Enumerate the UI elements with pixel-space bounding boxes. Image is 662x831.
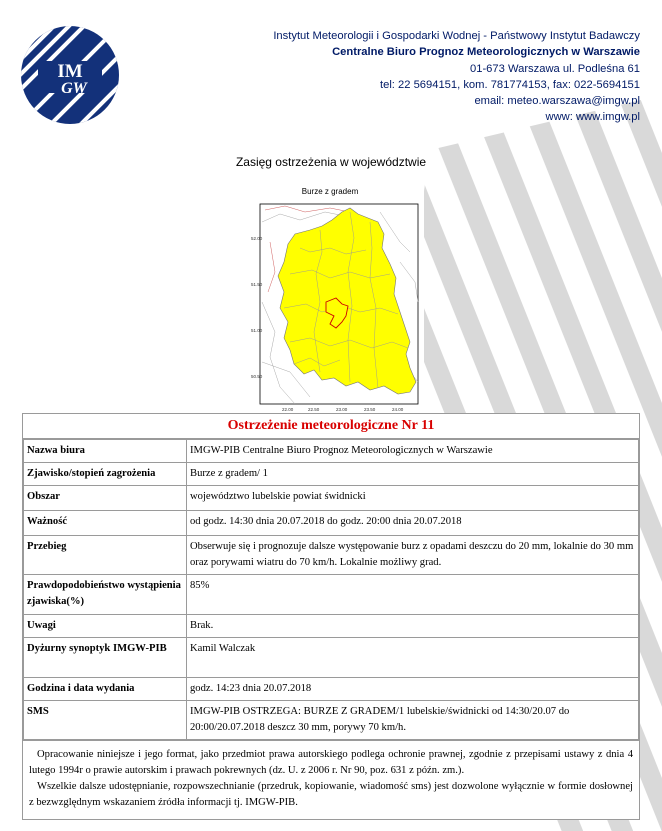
row-label: Nazwa biura bbox=[24, 440, 187, 463]
map-title: Zasięg ostrzeżenia w województwie bbox=[235, 155, 427, 169]
institute-name: Instytut Meteorologii i Gospodarki Wodnej - Państwowy Instytut Badawczy bbox=[273, 30, 640, 42]
row-label: SMS bbox=[24, 701, 187, 740]
row-value: Burze z gradem/ 1 bbox=[187, 463, 639, 486]
office-name: Centralne Biuro Prognoz Meteorologicznych w Warszawie bbox=[332, 46, 640, 59]
table-row bbox=[24, 575, 639, 615]
row-value: IMGW-PIB OSTRZEGA: BURZE Z GRADEM/1 lubelskie/świdnicki od 14:30/20.07 do 20:00/20.07.2018 deszcz 30 mm, porywy 70 km/h. bbox=[187, 701, 639, 740]
svg-text:22.50: 22.50 bbox=[308, 407, 320, 412]
row-value: 85% bbox=[187, 575, 639, 615]
institute-header bbox=[273, 28, 640, 126]
table-row bbox=[24, 678, 639, 701]
phone-numbers: tel: 22 5694151, kom. 781774153, fax: 022-5694151 bbox=[379, 78, 640, 91]
imgw-logo bbox=[20, 25, 120, 125]
row-value: godz. 14:23 dnia 20.07.2018 bbox=[187, 678, 639, 701]
copyright-notice bbox=[23, 740, 639, 819]
warning-table bbox=[23, 439, 639, 740]
website[interactable]: www: www.imgw.pl bbox=[545, 111, 640, 124]
row-value: Obserwuje się i prognozuje dalsze występowanie burz z opadami deszczu do 20 mm, lokalnie do 30 mm oraz porywami wiatru do 70 km/h. Lokalnie możliwy grad. bbox=[187, 536, 639, 575]
row-label: Godzina i data wydania bbox=[24, 678, 187, 701]
copyright-paragraph: Opracowanie niniejsze i jego format, jako przedmiot prawa autorskiego podlega ochronie prawnej, zgodnie z przepisami ustawy z dnia 4 lutego 1994r o prawie autorskim i prawach pokrewnych (dz. U. z 2006 r. Nr 90, poz. 631 z późn. zm.). bbox=[29, 749, 633, 776]
warning-box bbox=[22, 413, 640, 820]
svg-text:23.00: 23.00 bbox=[336, 407, 348, 412]
row-value: IMGW-PIB Centralne Biuro Prognoz Meteorologicznych w Warszawie bbox=[187, 440, 639, 463]
row-value: Brak. bbox=[187, 615, 639, 638]
row-label: Obszar bbox=[24, 486, 187, 511]
table-row bbox=[24, 463, 639, 486]
row-value: województwo lubelskie powiat świdnicki bbox=[187, 486, 639, 511]
table-row bbox=[24, 511, 639, 536]
email[interactable]: email: meteo.warszawa@imgw.pl bbox=[474, 95, 640, 108]
row-label: Ważność bbox=[24, 511, 187, 536]
table-row bbox=[24, 701, 639, 740]
table-row bbox=[24, 440, 639, 463]
row-value: od godz. 14:30 dnia 20.07.2018 do godz. 20:00 dnia 20.07.2018 bbox=[187, 511, 639, 536]
svg-text:GW: GW bbox=[61, 80, 87, 97]
svg-text:51.00: 51.00 bbox=[251, 328, 263, 333]
warning-map bbox=[250, 182, 424, 414]
row-value: Kamil Walczak bbox=[187, 638, 639, 678]
row-label: Prawdopodobieństwo wystąpienia zjawiska(%) bbox=[24, 575, 187, 615]
row-label: Zjawisko/stopień zagrożenia bbox=[24, 463, 187, 486]
row-label: Uwagi bbox=[24, 615, 187, 638]
table-row bbox=[24, 536, 639, 575]
distribution-paragraph: Wszelkie dalsze udostępnianie, rozpowszechnianie (przedruk, kopiowanie, wiadomość sms) jest dozwolone wyłącznie w formie dosłownej z bezwzględnym wskazaniem źródła informacji tj. IMGW-PIB. bbox=[29, 781, 633, 808]
row-label: Dyżurny synoptyk IMGW-PIB bbox=[24, 638, 187, 678]
warning-title: Ostrzeżenie meteorologiczne Nr 11 bbox=[23, 414, 639, 439]
svg-text:24.00: 24.00 bbox=[392, 407, 404, 412]
svg-text:IM: IM bbox=[57, 61, 83, 82]
table-row bbox=[24, 638, 639, 678]
table-row bbox=[24, 486, 639, 511]
svg-text:52.00: 52.00 bbox=[251, 236, 263, 241]
svg-text:23.50: 23.50 bbox=[364, 407, 376, 412]
map-subtitle: Burze z gradem bbox=[301, 187, 359, 196]
row-label: Przebieg bbox=[24, 536, 187, 575]
svg-text:50.50: 50.50 bbox=[251, 374, 263, 379]
svg-text:22.00: 22.00 bbox=[282, 407, 294, 412]
svg-text:51.50: 51.50 bbox=[251, 282, 263, 287]
address: 01-673 Warszawa ul. Podleśna 61 bbox=[470, 62, 640, 75]
table-row bbox=[24, 615, 639, 638]
